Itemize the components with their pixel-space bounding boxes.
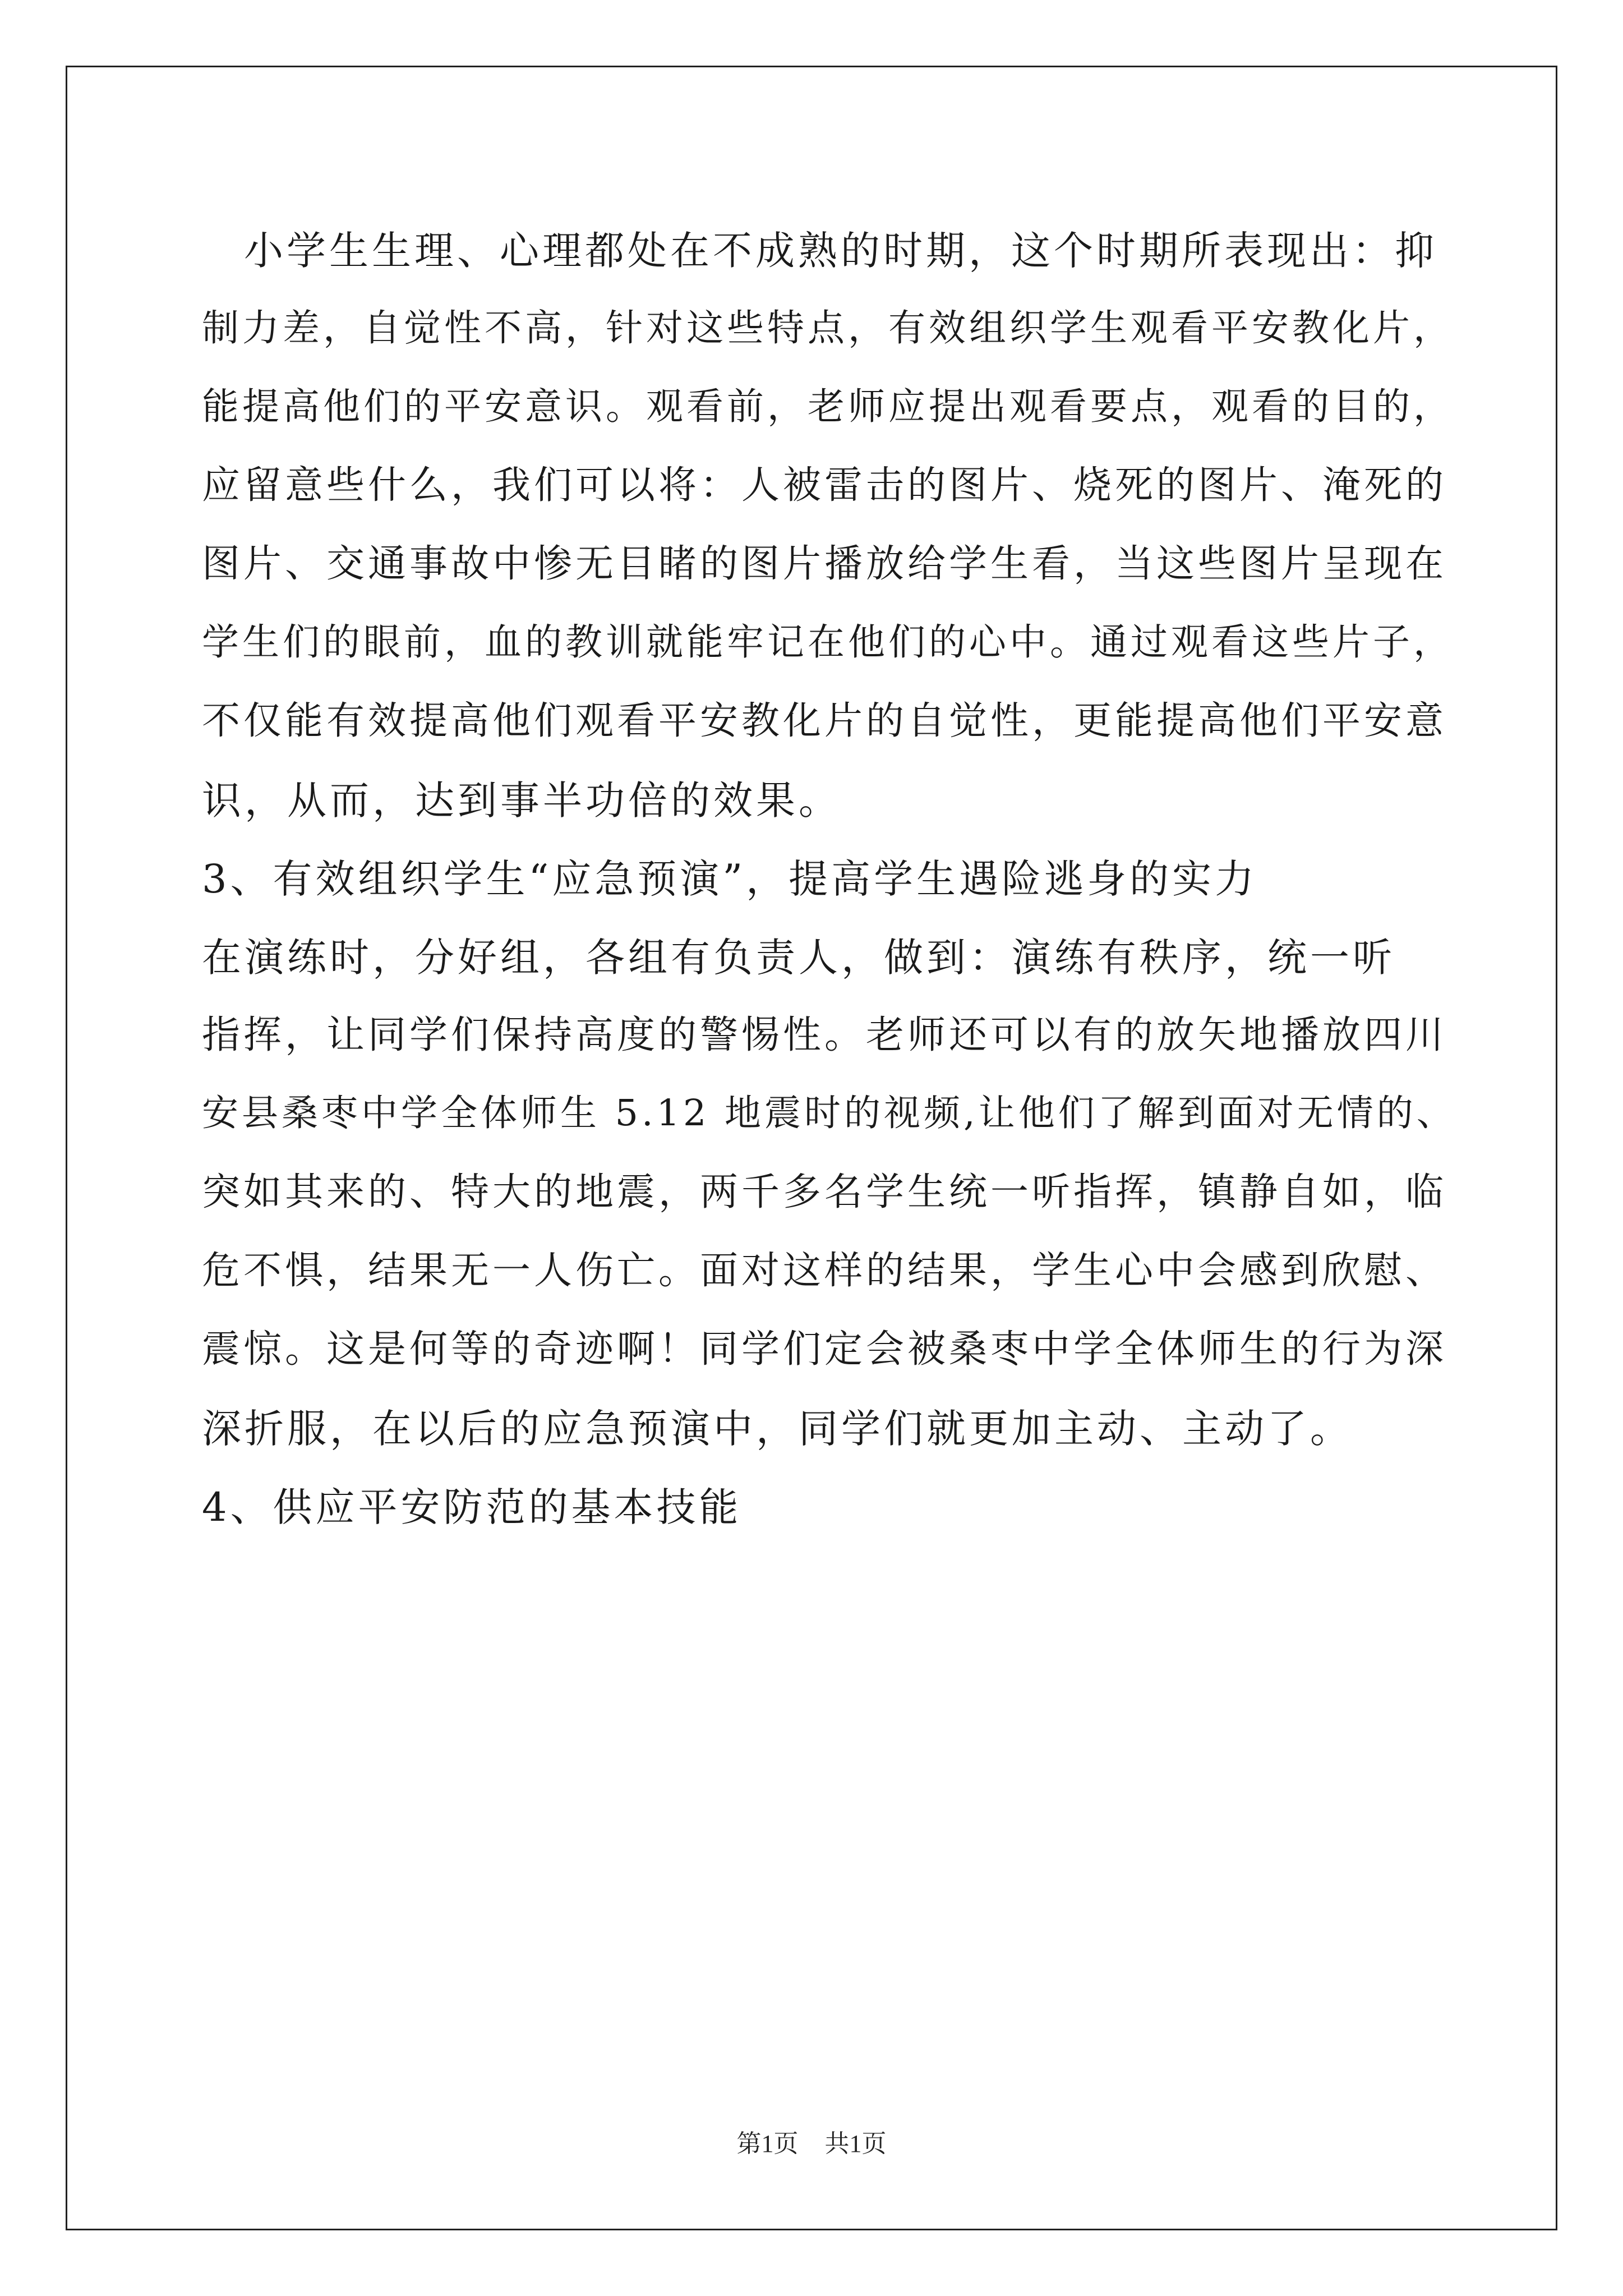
text-line: 指挥，让同学们保持高度的警惕性。老师还可以有的放矢地播放四川: [202, 1013, 1447, 1057]
text-line: 在演练时，分好组，各组有负责人，做到：演练有秩序，统一听: [202, 935, 1395, 981]
page-footer: [0, 2132, 1623, 2156]
text-line: 识，从而，达到事半功倍的效果。: [202, 777, 841, 823]
text-line: 震惊。这是何等的奇迹啊！同学们定会被桑枣中学全体师生的行为深: [202, 1327, 1447, 1372]
text-line: 4、供应平安防范的基本技能: [202, 1484, 742, 1530]
text-line: 能提高他们的平安意识。观看前，老师应提出观看要点，观看的目的，: [202, 385, 1454, 428]
page-number: 第1页: [736, 2130, 799, 2157]
text-line: 学生们的眼前，血的教训就能牢记在他们的心中。通过观看这些片子，: [202, 620, 1454, 664]
text-line: 图片、交通事故中惨无目睹的图片播放给学生看，当这些图片呈现在: [202, 542, 1447, 586]
text-line: 不仅能有效提高他们观看平安教化片的自觉性，更能提高他们平安意: [202, 699, 1447, 743]
text-line: 小学生生理、心理都处在不成熟的时期，这个时期所表现出：抑: [244, 228, 1437, 274]
text-line: 安县桑枣中学全体师生 5.12 地震时的视频,让他们了解到面对无情的、: [202, 1092, 1456, 1134]
text-line: 危不惧，结果无一人伤亡。面对这样的结果，学生心中会感到欣慰、: [202, 1249, 1447, 1293]
text-line: 突如其来的、特大的地震，两千多名学生统一听指挥，镇静自如，临: [202, 1170, 1447, 1214]
text-line: 3、有效组织学生“应急预演”，提高学生遇险逃身的实力: [202, 856, 1258, 902]
text-line: 应留意些什么，我们可以将：人被雷击的图片、烧死的图片、淹死的: [202, 463, 1447, 508]
text-line: 制力差，自觉性不高，针对这些特点，有效组织学生观看平安教化片，: [202, 306, 1454, 349]
text-line: 深折服，在以后的应急预演中，同学们就更加主动、主动了。: [202, 1406, 1353, 1452]
page-total: 共1页: [824, 2130, 887, 2157]
